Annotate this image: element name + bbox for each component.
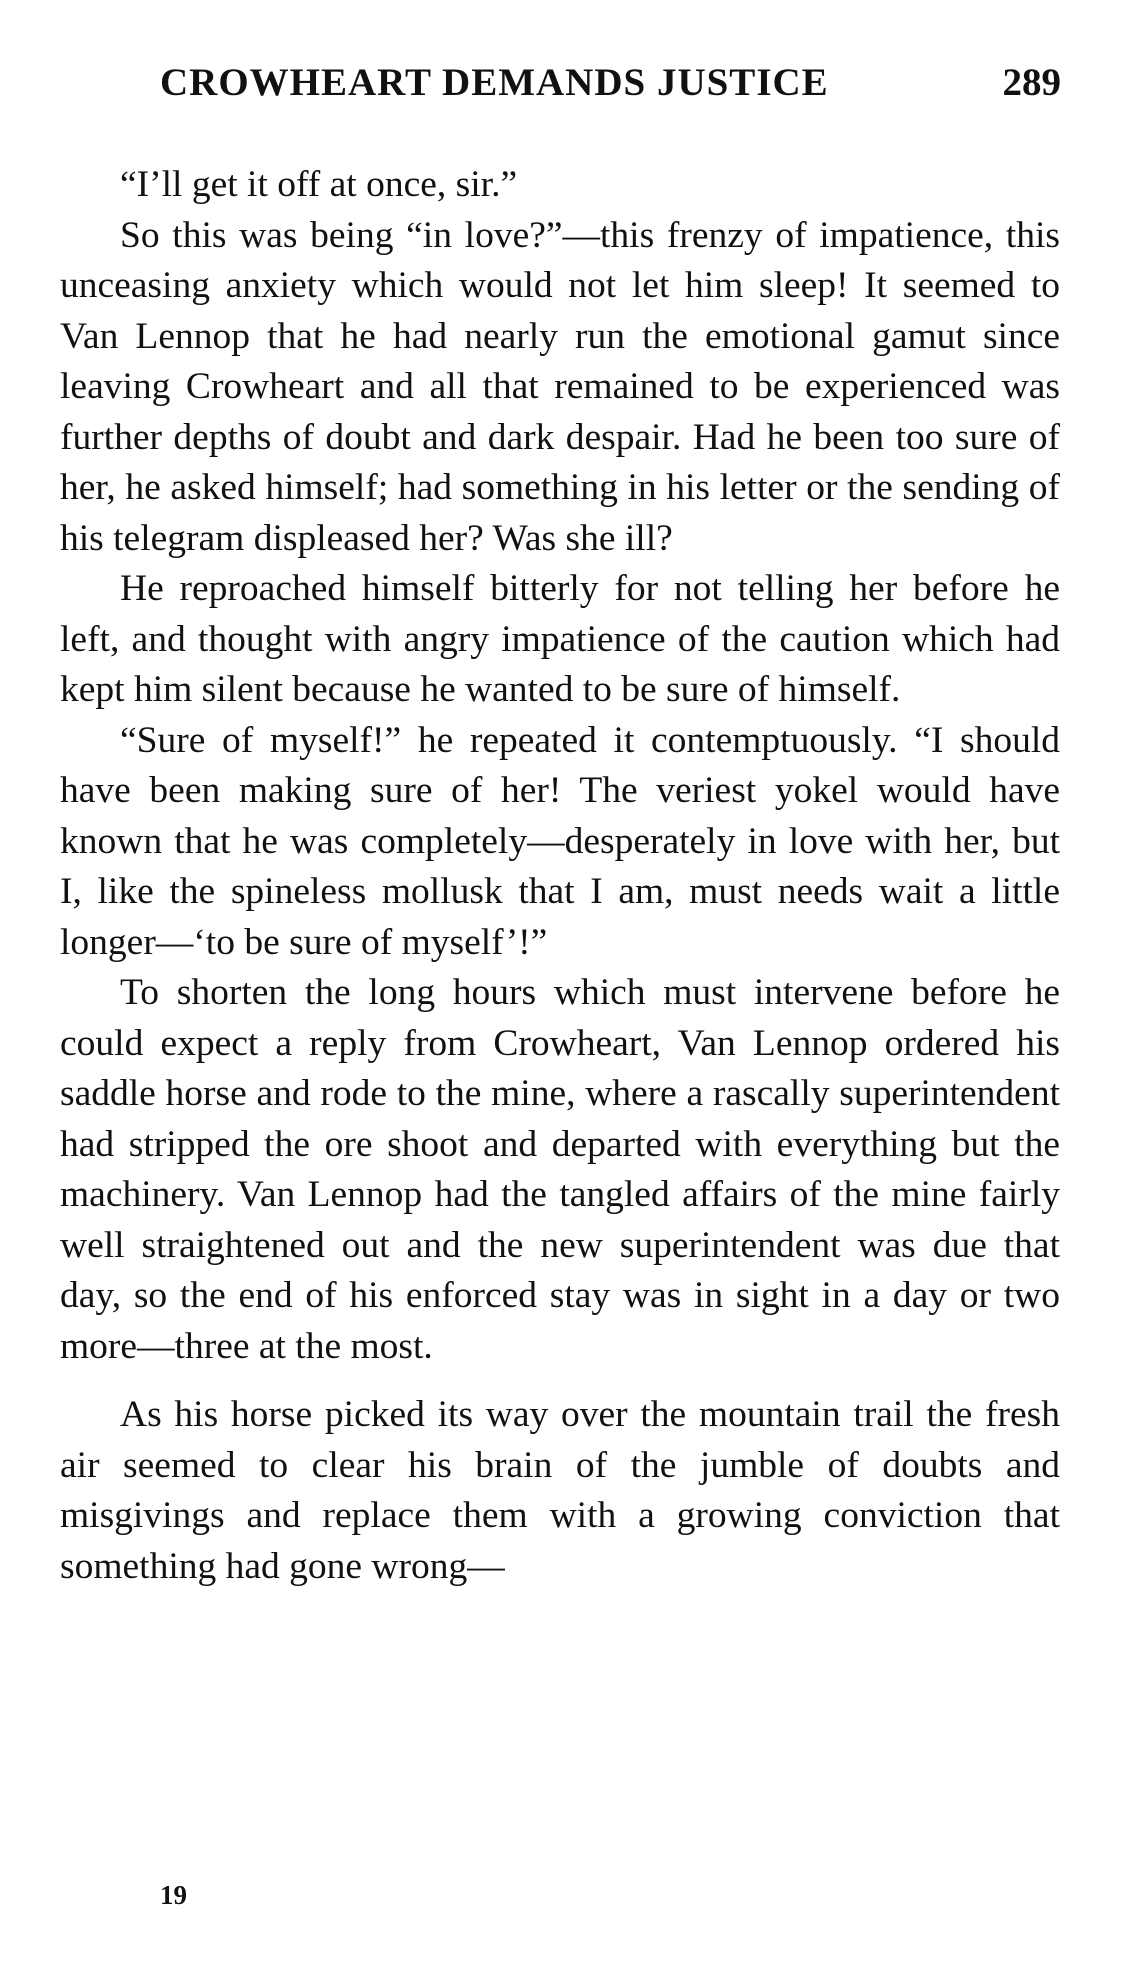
paragraph: To shorten the long hours which must intervene before he could expect a reply from Crowheart, Van Lennop ordered his saddle horse and rode to the mine, where a rascally superintendent had stripped the ore shoot and departed with everything but the machinery. Van Lennop had the tangled affairs of the mine fairly well straightened out and the new superintendent was due that day, so the end of his enforced stay was in sight in a day or two more—three at the most. bbox=[60, 972, 1060, 1367]
paragraph: So this was being “in love?”—this frenzy of impatience, this unceasing anxiety which would not let him sleep! It seemed to Van Lennop that he had nearly run the emotional gamut since leaving Crowheart and all that remained to be experienced was further depths of doubt and dark despair. Had he been too sure of her, he asked himself; had something in his letter or the sending of his telegram displeased her? Was she ill? bbox=[60, 214, 1060, 559]
paragraph: As his horse picked its way over the mountain trail the fresh air seemed to clear his brain of the jumble of doubts and misgivings and replace them with a growing conviction that something had gone wrong— bbox=[60, 1394, 1060, 1587]
body-text bbox=[60, 160, 1060, 1592]
paragraph: He reproached himself bitterly for not telling her before he left, and thought with angry impatience of the caution which had kept him silent because he wanted to be sure of himself. bbox=[60, 568, 1060, 710]
page-number: 289 bbox=[1002, 61, 1061, 104]
page-header bbox=[60, 60, 1061, 120]
running-head: CROWHEART DEMANDS JUSTICE bbox=[160, 61, 829, 104]
paragraph: “Sure of myself!” he repeated it contemptuously. “I should have been making sure of her! The veriest yokel would have known that he was completely—desperately in love with her, but I, like the spineless mollusk that I am, must needs wait a little longer—‘to be sure of myself’!” bbox=[60, 719, 1060, 963]
paragraph: “I’ll get it off at once, sir.” bbox=[120, 164, 518, 205]
signature-mark: 19 bbox=[160, 1880, 187, 1910]
